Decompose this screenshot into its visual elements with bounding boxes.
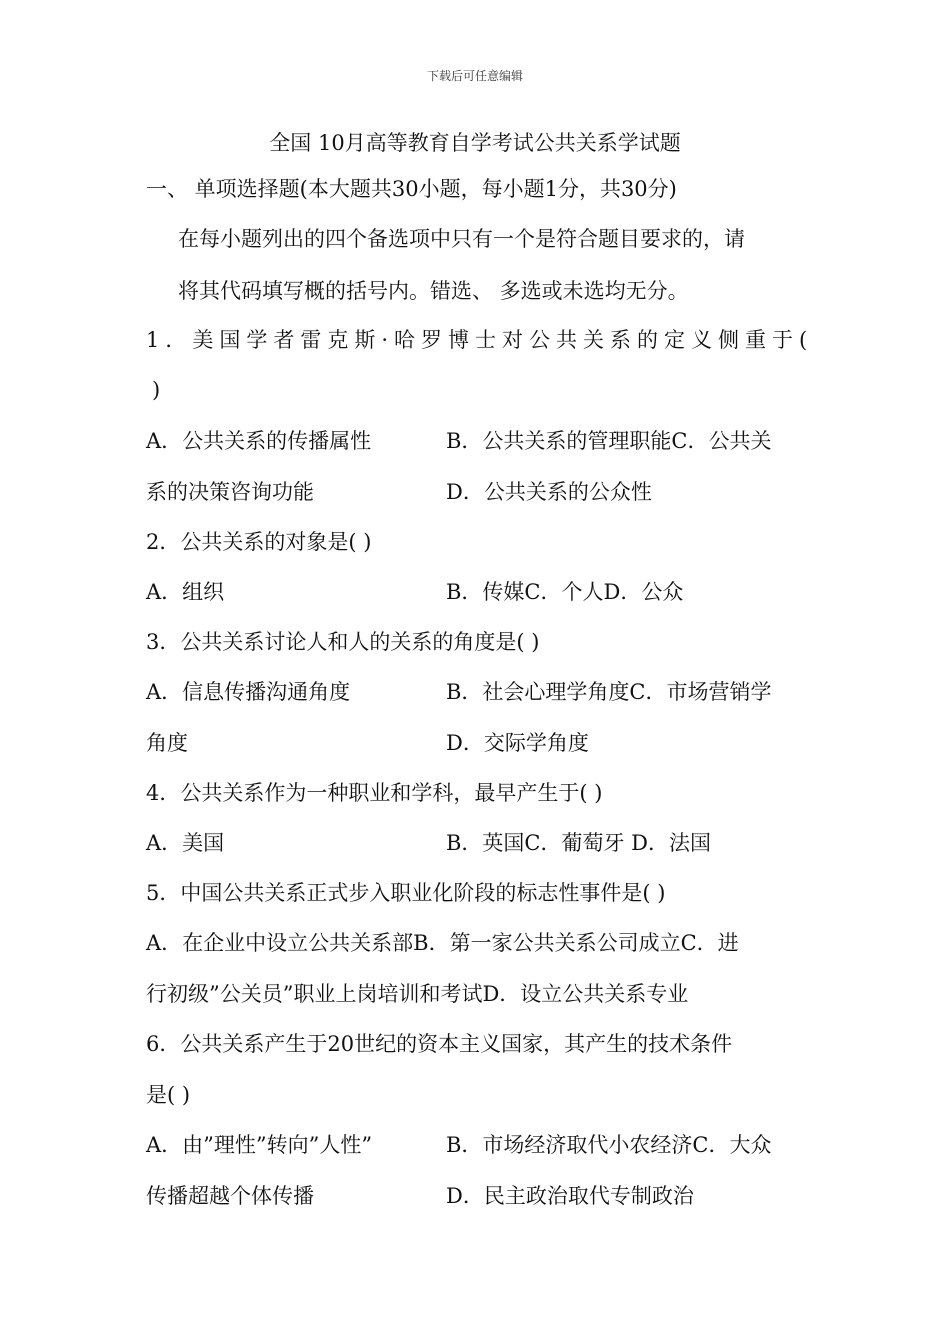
header-note: 下载后可任意编辑 [426, 69, 523, 83]
instruction-line-1: 在每小题列出的四个备选项中只有一个是符合题目要求的，请 [178, 227, 745, 251]
question-2-option-bcd: B．传媒C．个人D．公众 [446, 580, 684, 604]
question-1-option-bc: B．公共关系的管理职能C．公共关 [446, 429, 772, 453]
question-6-option-c-cont: 传播超越个体传播 [146, 1184, 314, 1208]
question-5-options-cont: 行初级”公关员”职业上岗培训和考试D．设立公共关系专业 [146, 982, 689, 1006]
question-3-option-bc: B．社会心理学角度C．市场营销学 [446, 680, 772, 704]
question-6-option-bc: B．市场经济取代小农经济C．大众 [446, 1133, 772, 1157]
question-3-option-a: A．信息传播沟通角度 [146, 680, 351, 704]
question-1-option-a: A．公共关系的传播属性 [146, 429, 372, 453]
question-4-option-bcd: B．英国C．葡萄牙 D．法国 [446, 831, 712, 855]
question-5-options: A．在企业中设立公共关系部B．第一家公共关系公司成立C．进 [146, 931, 739, 955]
question-4-stem: 4．公共关系作为一种职业和学科，最早产生于( ) [146, 781, 603, 805]
question-1-stem: 1．美国学者雷克斯·哈罗博士对公共关系的定义侧重于( [146, 328, 814, 352]
page-title: 全国 10月高等教育自学考试公共关系学试题 [269, 131, 681, 155]
question-6-option-a: A．由”理性”转向”人性” [146, 1133, 373, 1157]
question-3-stem: 3．公共关系讨论人和人的关系的角度是( ) [146, 630, 540, 654]
question-6-option-d: D．民主政治取代专制政治 [446, 1184, 694, 1208]
question-4-option-a: A．美国 [146, 831, 225, 855]
question-3-option-d: D．交际学角度 [446, 731, 589, 755]
question-1-option-c-cont: 系的决策咨询功能 [146, 480, 314, 504]
question-2-option-a: A．组织 [146, 580, 225, 604]
question-1-option-d: D．公共关系的公众性 [446, 480, 652, 504]
question-3-option-c-cont: 角度 [146, 731, 188, 755]
question-1-stem-cont: ) [152, 378, 161, 402]
instruction-line-2: 将其代码填写概的括号内。错选、 多选或未选均无分。 [178, 279, 689, 303]
question-2-stem: 2．公共关系的对象是( ) [146, 530, 372, 554]
question-6-stem: 6．公共关系产生于20世纪的资本主义国家，其产生的技术条件 [146, 1032, 733, 1056]
question-6-stem-cont: 是( ) [146, 1083, 191, 1107]
section-heading: 一、 单项选择题(本大题共30小题，每小题1分，共30分) [146, 177, 677, 201]
question-5-stem: 5．中国公共关系正式步入职业化阶段的标志性事件是( ) [146, 881, 666, 905]
